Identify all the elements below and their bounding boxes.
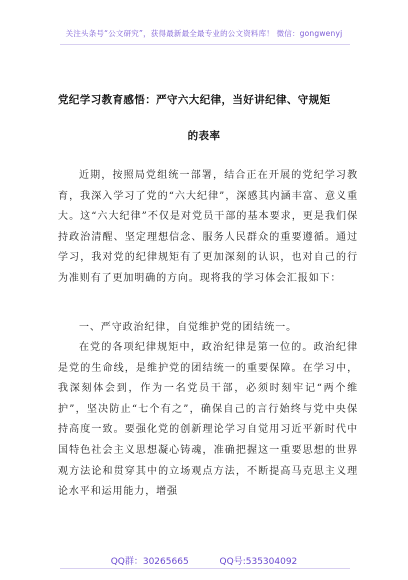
body-paragraph-2: 在党的各项纪律规矩中，政治纪律是第一位的。政治纪律是党的生命线，是维护党的团结统一的重要保障。在学习中，我深刻体会到，作为一名党员干部，必须时刻牢记“两个维护”，坚决防止“七个有之”，确保自己的言行始终与党中央保持高度一致。要强化党的创新理论学习自觉用习近平新时代中国特色社会主义思想凝心铸魂，准确把握这一重要思想的世界观方法论和贯穿其中的立场观点方法，不断提高马克思主义理论水平和运用能力，增强	[58, 342, 358, 498]
header-banner: 关注头条号“公文研究”，获得最新最全最专业的公文资料库！ 微信：gongwenyj	[65, 29, 343, 38]
document-title-line-2: 的表率	[187, 130, 221, 142]
header-divider	[60, 44, 350, 45]
footer-qq-number: QQ号:535304092	[219, 557, 298, 567]
section-heading-1: 一、严守政治纪律，自觉维护党的团结统一。	[79, 322, 297, 333]
footer-qq-group: QQ群：30265665	[110, 557, 189, 567]
footer-contact	[0, 554, 408, 567]
body-paragraph-1: 近期，按照局党组统一部署，结合正在开展的党纪学习教育，我深入学习了党的“六大纪律”，深感其内涵丰富、意义重大。这“六大纪律”不仅是对党员干部的基本要求，更是我们保持政治清醒、坚定理想信念、服务人民群众的重要遵循。通过学习，我对党的纪律规矩有了更加深刻的认识，也对自己的行为准则有了更加明确的方向。现将我的学习体会汇报如下：	[58, 170, 358, 284]
footer-divider	[60, 568, 350, 569]
document-title-line-1: 党纪学习教育感悟：严守六大纪律，当好讲纪律、守规矩	[58, 94, 331, 106]
